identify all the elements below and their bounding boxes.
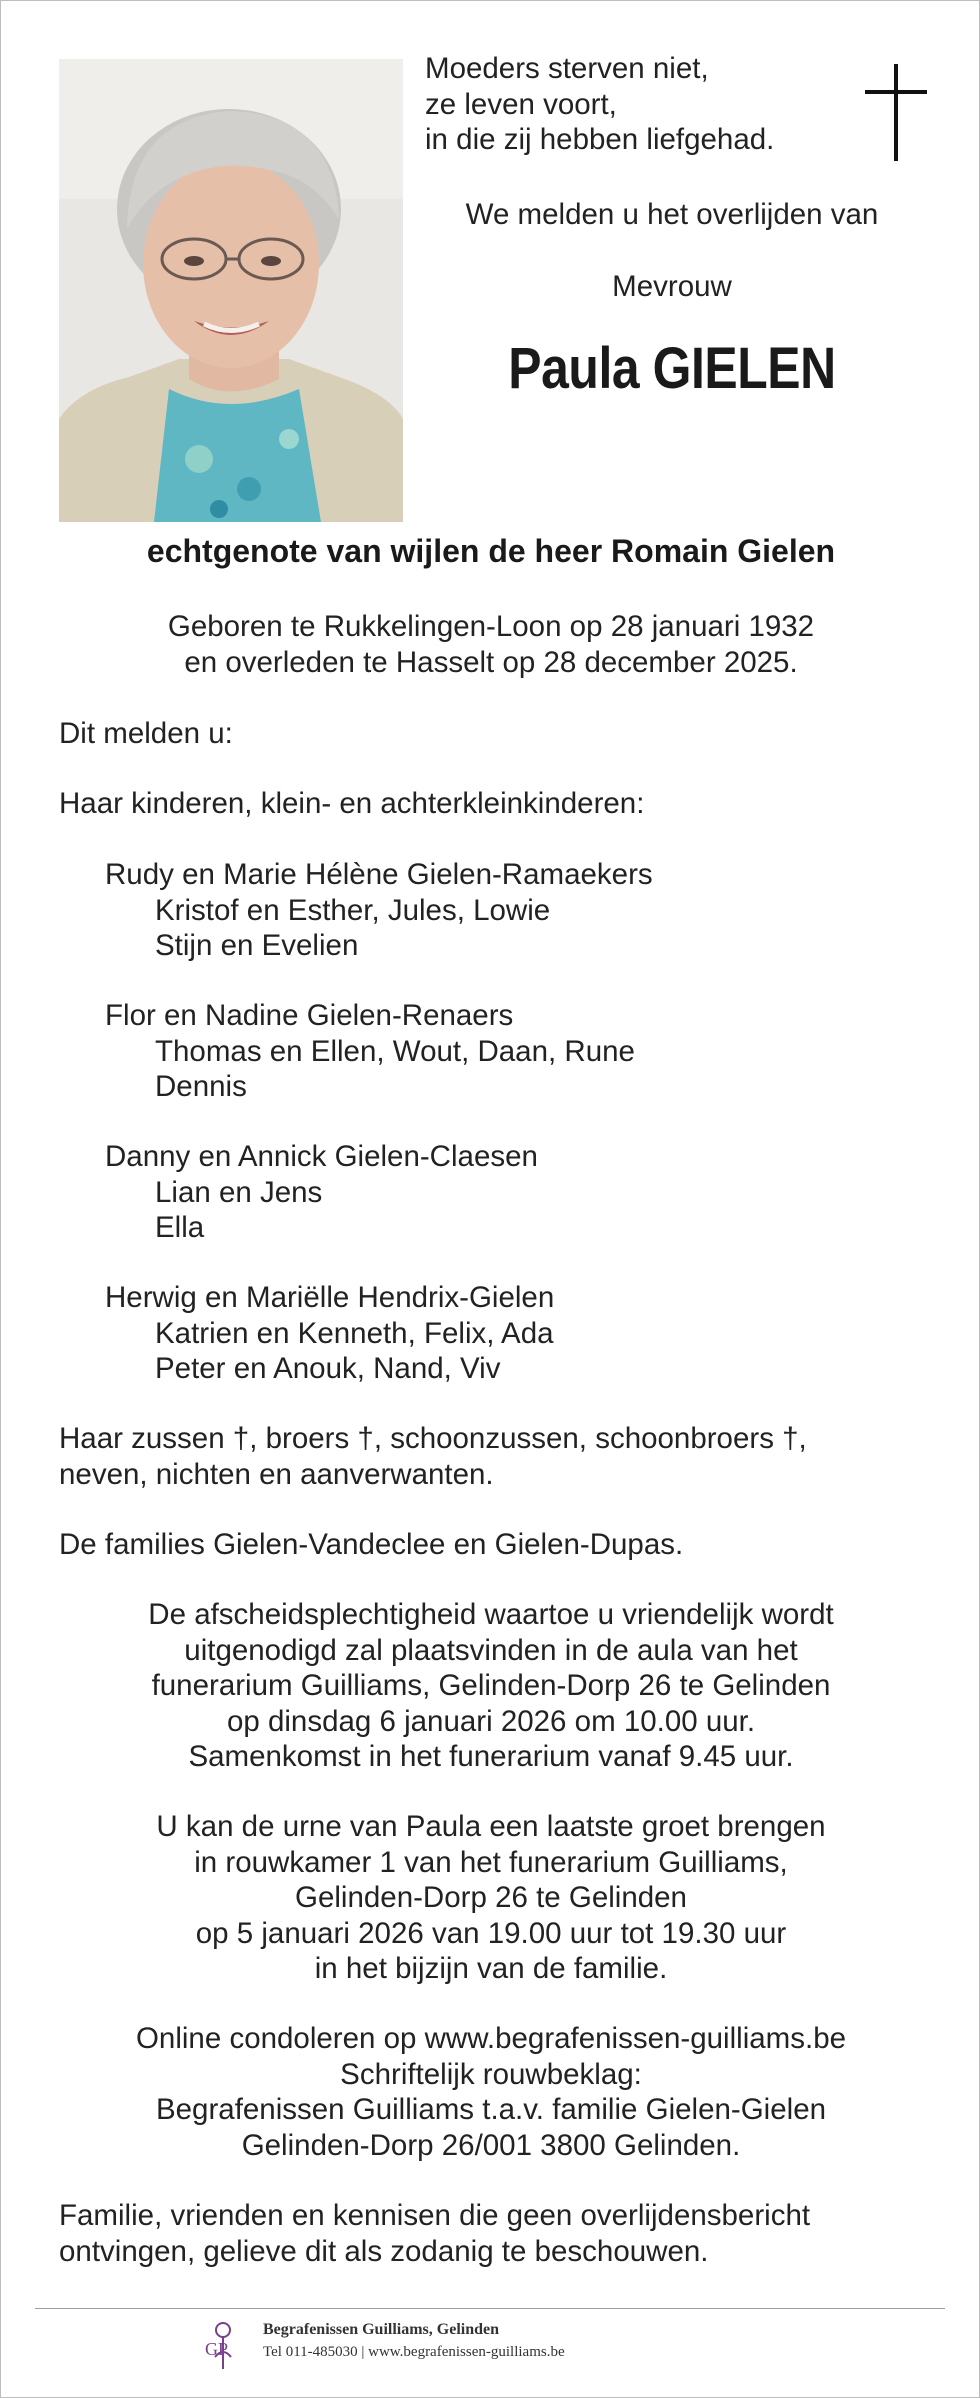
siblings-line: Haar zussen †, broers †, schoonzussen, schoonbroers †, [59, 1422, 807, 1455]
funeral-home-contact[interactable]: Tel 011-485030 | www.begrafenissen-guilliams.be [263, 2344, 565, 2360]
announcement-text: We melden u het overlijden van [465, 198, 879, 231]
intro-text: Dit melden u: [59, 717, 233, 750]
urn-visit-line: in rouwkamer 1 van het funerarium Guilliams, [194, 1845, 788, 1879]
cross-vertical-bar [894, 64, 898, 161]
closing-text [59, 2198, 810, 2269]
family-lead: Flor en Nadine Gielen-Renaers [105, 999, 514, 1032]
condolences-details [1, 2021, 980, 2163]
family-lead: Danny en Annick Gielen-Claesen [105, 1140, 538, 1173]
family-descendants: Katrien en Kenneth, Felix, Ada [155, 1316, 554, 1350]
portrait-photo [59, 59, 403, 522]
siblings-line: neven, nichten en aanverwanten. [59, 1457, 494, 1491]
portrait-illustration [59, 59, 403, 522]
family-descendants: Ella [155, 1211, 205, 1244]
birth-death-dates [1, 609, 980, 681]
family-descendants: Kristof en Esther, Jules, Lowie [155, 893, 551, 927]
funeral-home-name: Begrafenissen Guilliams, Gelinden [263, 2321, 500, 2338]
funeral-home-logo [201, 2317, 245, 2373]
salutation: Mevrouw [612, 270, 732, 303]
children-heading: Haar kinderen, klein- en achterkleinkinderen: [59, 787, 645, 820]
family-lead: Rudy en Marie Hélène Gielen-Ramaekers [105, 858, 653, 891]
urn-visit-line: in het bijzijn van de familie. [314, 1952, 668, 1985]
footer-info [263, 2319, 565, 2363]
family-group [105, 998, 635, 1105]
family-descendants: Peter en Anouk, Nand, Viv [155, 1352, 501, 1385]
family-lead: Herwig en Mariëlle Hendrix-Gielen [105, 1281, 555, 1314]
siblings-text [59, 1421, 807, 1492]
ceremony-line: De afscheidsplechtigheid waartoe u vriendelijk wordt [148, 1598, 834, 1631]
logo-letters: GP [205, 2339, 229, 2359]
family-descendants: Dennis [155, 1070, 247, 1103]
cross-icon [865, 64, 927, 161]
motto-line: Moeders sterven niet, [425, 52, 709, 85]
spouse-line: echtgenote van wijlen de heer Romain Gielen [146, 533, 836, 569]
ceremony-line: uitgenodigd zal plaatsvinden in de aula van het [184, 1633, 798, 1667]
footer-divider [35, 2308, 945, 2309]
family-group [105, 1139, 538, 1246]
logo-mark [201, 2317, 245, 2373]
family-group [105, 857, 653, 964]
families-line: De families Gielen-Vandeclee en Gielen-Dupas. [59, 1528, 684, 1561]
urn-visit-line: Gelinden-Dorp 26 te Gelinden [295, 1881, 687, 1914]
condolences-line: Begrafenissen Guilliams t.a.v. familie Gielen-Gielen [155, 2093, 827, 2126]
family-descendants: Thomas en Ellen, Wout, Daan, Rune [155, 1034, 635, 1068]
ceremony-line: funerarium Guilliams, Gelinden-Dorp 26 te Gelinden [151, 1669, 831, 1702]
cross-horizontal-bar [865, 90, 927, 94]
family-descendants: Lian en Jens [155, 1175, 323, 1209]
motto [425, 51, 845, 158]
family-descendants: Stijn en Evelien [155, 929, 359, 962]
motto-line: in die zij hebben liefgehad. [425, 123, 775, 156]
birth-line: Geboren te Rukkelingen-Loon op 28 januari 1932 [167, 610, 815, 643]
ceremony-line: op dinsdag 6 januari 2026 om 10.00 uur. [226, 1704, 756, 1738]
condolences-line: Gelinden-Dorp 26/001 3800 Gelinden. [241, 2128, 741, 2162]
ceremony-line: Samenkomst in het funerarium vanaf 9.45 uur. [188, 1740, 794, 1773]
urn-visit-line: op 5 januari 2026 van 19.00 uur tot 19.30 uur [195, 1916, 787, 1950]
deceased-name: Paula GIELEN [508, 336, 836, 401]
closing-line: ontvingen, gelieve dit als zodanig te beschouwen. [59, 2234, 709, 2268]
ceremony-details [1, 1597, 980, 1775]
urn-visit-details [1, 1809, 980, 1987]
motto-line: ze leven voort, [425, 87, 617, 121]
family-group [105, 1280, 554, 1387]
urn-visit-line: U kan de urne van Paula een laatste groet brengen [156, 1810, 826, 1843]
closing-line: Familie, vrienden en kennisen die geen overlijdensbericht [59, 2199, 811, 2232]
death-line: en overleden te Hasselt op 28 december 2025. [184, 646, 798, 679]
condolences-line: Schriftelijk rouwbeklag: [340, 2057, 642, 2091]
condolences-line: Online condoleren op www.begrafenissen-guilliams.be [135, 2022, 847, 2055]
